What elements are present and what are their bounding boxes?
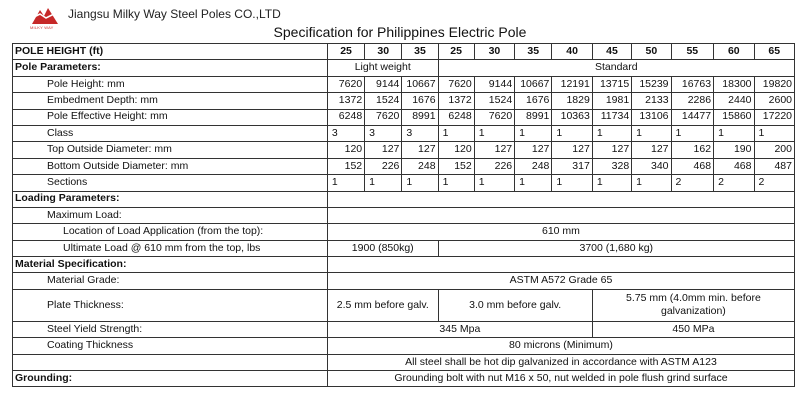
height-col: 45 [592, 44, 631, 60]
yield-a: 345 Mpa [327, 321, 592, 337]
param-cell: 127 [592, 142, 631, 158]
param-cell: 14477 [671, 109, 714, 125]
param-label: Bottom Outside Diameter: mm [13, 158, 328, 174]
param-cell: 9144 [474, 76, 514, 92]
param-cell: 1 [632, 125, 671, 141]
param-cell: 1 [438, 125, 474, 141]
spec-table [12, 43, 795, 387]
param-cell: 13106 [632, 109, 671, 125]
param-cell: 2440 [714, 93, 754, 109]
location-row [13, 224, 795, 240]
plate-light: 2.5 mm before galv. [327, 289, 438, 321]
height-col: 60 [714, 44, 754, 60]
param-cell: 248 [402, 158, 438, 174]
height-col: 35 [515, 44, 552, 60]
param-label: Embedment Depth: mm [13, 93, 328, 109]
param-row [13, 76, 795, 92]
height-col: 55 [671, 44, 714, 60]
height-col: 30 [365, 44, 402, 60]
param-cell: 6248 [438, 109, 474, 125]
param-cell: 13715 [592, 76, 631, 92]
param-cell: 1 [552, 125, 592, 141]
param-cell: 17220 [754, 109, 795, 125]
param-cell: 2 [671, 175, 714, 191]
param-cell: 120 [438, 142, 474, 158]
param-cell: 12191 [552, 76, 592, 92]
param-label: Pole Effective Height: mm [13, 109, 328, 125]
param-cell: 3 [365, 125, 402, 141]
param-cell: 1 [474, 175, 514, 191]
company-logo [30, 4, 60, 26]
location-value: 610 mm [327, 224, 794, 240]
param-label: Pole Height: mm [13, 76, 328, 92]
param-cell: 226 [365, 158, 402, 174]
param-cell: 1829 [552, 93, 592, 109]
material-row [13, 257, 795, 273]
param-cell: 1 [515, 175, 552, 191]
param-cell: 15860 [714, 109, 754, 125]
plate-label: Plate Thickness: [13, 289, 328, 321]
param-cell: 1676 [515, 93, 552, 109]
param-row [13, 175, 795, 191]
page-title: Specification for Philippines Electric Pole [273, 24, 527, 40]
coating-row [13, 338, 795, 354]
param-cell: 1 [365, 175, 402, 191]
param-cell: 2 [754, 175, 795, 191]
param-cell: 468 [714, 158, 754, 174]
param-rows [13, 76, 795, 191]
param-cell: 190 [714, 142, 754, 158]
grade-label: Material Grade: [13, 273, 328, 289]
light-weight-group: Light weight [327, 60, 438, 76]
height-col: 35 [402, 44, 438, 60]
coating-value: 80 microns (Minimum) [327, 338, 794, 354]
param-cell: 6248 [327, 109, 364, 125]
param-cell: 127 [515, 142, 552, 158]
param-label: Sections [13, 175, 328, 191]
param-cell: 19820 [754, 76, 795, 92]
yield-b: 450 MPa [592, 321, 794, 337]
param-cell: 127 [632, 142, 671, 158]
param-row [13, 109, 795, 125]
param-cell: 127 [402, 142, 438, 158]
param-cell: 328 [592, 158, 631, 174]
yield-row [13, 321, 795, 337]
loading-row [13, 191, 795, 207]
param-cell: 317 [552, 158, 592, 174]
param-cell: 1 [754, 125, 795, 141]
param-cell: 248 [515, 158, 552, 174]
height-col: 65 [754, 44, 795, 60]
param-cell: 1676 [402, 93, 438, 109]
param-cell: 9144 [365, 76, 402, 92]
param-cell: 7620 [327, 76, 364, 92]
param-row [13, 158, 795, 174]
param-cell: 1524 [474, 93, 514, 109]
plate-row [13, 289, 795, 321]
param-cell: 127 [365, 142, 402, 158]
pole-parameters-label: Pole Parameters: [13, 60, 328, 76]
param-label: Class [13, 125, 328, 141]
header-row [13, 44, 795, 60]
param-cell: 162 [671, 142, 714, 158]
param-cell: 487 [754, 158, 795, 174]
coating-label: Coating Thickness [13, 338, 328, 354]
param-label: Top Outside Diameter: mm [13, 142, 328, 158]
height-col: 25 [438, 44, 474, 60]
param-cell: 2286 [671, 93, 714, 109]
param-cell: 2600 [754, 93, 795, 109]
param-cell: 1 [592, 125, 631, 141]
param-cell: 10363 [552, 109, 592, 125]
pole-parameters-row [13, 60, 795, 76]
company-name: Jiangsu Milky Way Steel Poles CO.,LTD [68, 7, 281, 21]
param-cell: 1 [552, 175, 592, 191]
param-cell: 2 [714, 175, 754, 191]
pole-height-header: POLE HEIGHT (ft) [13, 44, 328, 60]
height-col: 50 [632, 44, 671, 60]
galv-note-row [13, 354, 795, 370]
param-cell: 10667 [515, 76, 552, 92]
ultimate-standard: 3700 (1,680 kg) [438, 240, 794, 256]
param-cell: 152 [327, 158, 364, 174]
param-row [13, 125, 795, 141]
standard-group: Standard [438, 60, 794, 76]
param-cell: 15239 [632, 76, 671, 92]
param-cell: 1981 [592, 93, 631, 109]
param-cell: 16763 [671, 76, 714, 92]
height-col: 25 [327, 44, 364, 60]
galv-note: All steel shall be hot dip galvanized in accordance with ASTM A123 [327, 354, 794, 370]
param-cell: 10667 [402, 76, 438, 92]
param-cell: 3 [402, 125, 438, 141]
param-cell: 1 [515, 125, 552, 141]
grounding-label: Grounding: [13, 371, 328, 387]
param-cell: 18300 [714, 76, 754, 92]
loading-label: Loading Parameters: [13, 191, 328, 207]
param-cell: 1 [592, 175, 631, 191]
ultimate-row [13, 240, 795, 256]
param-cell: 11734 [592, 109, 631, 125]
param-cell: 7620 [474, 109, 514, 125]
param-cell: 152 [438, 158, 474, 174]
height-col: 40 [552, 44, 592, 60]
param-cell: 1372 [327, 93, 364, 109]
plate-standard-tall: 5.75 mm (4.0mm min. before galvanization) [592, 289, 794, 321]
param-cell: 1 [474, 125, 514, 141]
param-cell: 127 [552, 142, 592, 158]
param-cell: 1 [402, 175, 438, 191]
param-cell: 3 [327, 125, 364, 141]
param-cell: 200 [754, 142, 795, 158]
param-cell: 8991 [515, 109, 552, 125]
param-cell: 1 [632, 175, 671, 191]
param-cell: 127 [474, 142, 514, 158]
param-row [13, 93, 795, 109]
ultimate-light: 1900 (850kg) [327, 240, 438, 256]
yield-label: Steel Yield Strength: [13, 321, 328, 337]
param-cell: 2133 [632, 93, 671, 109]
param-cell: 226 [474, 158, 514, 174]
param-cell: 1372 [438, 93, 474, 109]
param-cell: 340 [632, 158, 671, 174]
height-col: 30 [474, 44, 514, 60]
param-row [13, 142, 795, 158]
grounding-row [13, 371, 795, 387]
param-cell: 1 [714, 125, 754, 141]
param-cell: 1 [671, 125, 714, 141]
plate-standard-short: 3.0 mm before galv. [438, 289, 592, 321]
location-label: Location of Load Application (from the top): [13, 224, 328, 240]
grade-row [13, 273, 795, 289]
ultimate-label: Ultimate Load @ 610 mm from the top, lbs [13, 240, 328, 256]
param-cell: 1 [438, 175, 474, 191]
max-load-row [13, 207, 795, 223]
grounding-value: Grounding bolt with nut M16 x 50, nut welded in pole flush grind surface [327, 371, 794, 387]
param-cell: 7620 [438, 76, 474, 92]
grade-value: ASTM A572 Grade 65 [327, 273, 794, 289]
logo-text: MILKY WAY [30, 25, 54, 30]
param-cell: 120 [327, 142, 364, 158]
param-cell: 8991 [402, 109, 438, 125]
param-cell: 7620 [365, 109, 402, 125]
param-cell: 1524 [365, 93, 402, 109]
material-label: Material Specification: [13, 257, 328, 273]
max-load-label: Maximum Load: [13, 207, 328, 223]
param-cell: 1 [327, 175, 364, 191]
param-cell: 468 [671, 158, 714, 174]
